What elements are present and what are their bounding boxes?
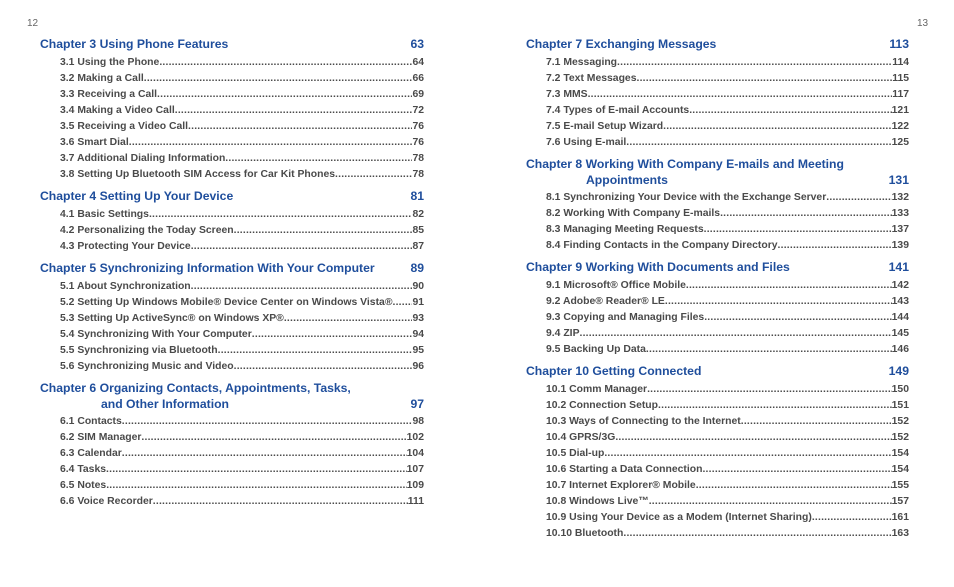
dot-leader [604,446,891,462]
chapter-title: Chapter 3 Using Phone Features [40,37,229,51]
dot-leader [702,462,891,478]
dot-leader [826,190,891,206]
toc-entry-page: 82 [412,208,424,220]
toc-entry[interactable] [60,239,424,255]
chapter-block [526,364,909,542]
toc-entry[interactable] [60,103,424,119]
toc-entry[interactable] [546,119,909,135]
toc-entry[interactable] [546,55,909,71]
toc-entry[interactable] [60,223,424,239]
toc-entry-label: 6.5 Notes [60,480,107,492]
right-page-number: 13 [917,18,929,29]
chapter-block [40,261,424,375]
toc-entry[interactable] [60,478,424,494]
toc-entry[interactable] [546,294,909,310]
dot-leader [153,494,408,510]
toc-entry[interactable] [546,494,909,510]
dot-leader [663,119,892,135]
toc-entry-page: 90 [412,280,424,292]
chapter-title: Chapter 9 Working With Documents and Files [526,260,790,274]
toc-entry[interactable] [546,238,909,254]
chapter-heading[interactable] [526,260,909,276]
dot-leader [617,55,892,71]
section-list [526,382,909,543]
toc-entry-page: 102 [406,432,424,444]
toc-entry-page: 154 [891,447,909,459]
toc-entry-page: 78 [412,169,424,181]
toc-entry-label: 9.4 ZIP [546,327,580,339]
toc-entry-label: 9.3 Copying and Managing Files [546,311,705,323]
toc-entry-page: 87 [412,240,424,252]
chapter-heading[interactable] [40,37,424,53]
toc-entry-page: 107 [406,464,424,476]
toc-entry-page: 66 [412,72,424,84]
chapter-page-number: 81 [410,189,424,203]
toc-entry-page: 64 [412,56,424,68]
toc-entry-label: 5.6 Synchronizing Music and Video [60,360,234,372]
dot-leader [141,430,406,446]
chapter-title: Chapter 4 Setting Up Your Device [40,189,234,203]
toc-entry-label: 9.5 Backing Up Data [546,343,646,355]
toc-entry-label: 5.3 Setting Up ActiveSync® on Windows XP® [60,312,284,324]
toc-entry-page: 122 [891,120,909,132]
toc-entry[interactable] [60,119,424,135]
toc-entry-label: 4.1 Basic Settings [60,208,149,220]
toc-entry[interactable] [60,327,424,343]
toc-entry-page: 93 [412,312,424,324]
toc-entry-label: 7.5 E-mail Setup Wizard [546,120,664,132]
toc-entry-page: 111 [407,496,424,508]
toc-entry[interactable] [60,279,424,295]
toc-entry[interactable] [546,135,909,151]
chapter-page-number: 149 [888,364,909,378]
toc-entry-page: 150 [891,383,909,395]
toc-entry-label: 7.1 Messaging [546,56,618,68]
dot-leader [218,343,413,359]
toc-entry[interactable] [546,526,909,542]
chapter-block [526,157,909,254]
chapter-title: Chapter 6 Organizing Contacts, Appointments, Tasks, [40,381,351,395]
section-list [526,190,909,254]
dot-leader [637,71,893,87]
toc-entry[interactable] [60,446,424,462]
chapter-title: Chapter 10 Getting Connected [526,364,702,378]
toc-entry[interactable] [60,151,424,167]
toc-entry-label: 6.3 Calendar [60,448,122,460]
chapter-page-number: 141 [888,260,909,274]
dot-leader [649,494,892,510]
toc-entry-page: 144 [891,311,909,323]
toc-entry-label: 3.2 Making a Call [60,72,144,84]
dot-leader [812,510,892,526]
dot-leader [234,359,413,375]
toc-entry-label: 3.7 Additional Dialing Information [60,153,226,165]
toc-entry-label: 4.3 Protecting Your Device [60,240,191,252]
toc-entry-page: 85 [412,224,424,236]
toc-entry-page: 109 [406,480,424,492]
toc-entry-page: 152 [891,431,909,443]
toc-entry-page: 114 [892,56,909,68]
dot-leader [157,87,412,103]
dot-leader [686,278,892,294]
toc-entry[interactable] [60,71,424,87]
dot-leader [647,382,892,398]
dot-leader [392,295,412,311]
toc-entry-page: 121 [891,104,909,116]
section-list [40,207,424,255]
toc-entry-label: 7.6 Using E-mail [546,136,627,148]
toc-entry-page: 125 [891,136,909,148]
dot-leader [225,151,412,167]
toc-entry[interactable] [546,446,909,462]
toc-entry[interactable] [60,494,424,510]
dot-leader [106,478,406,494]
section-list [40,414,424,511]
toc-entry-page: 104 [406,448,424,460]
dot-leader [778,238,892,254]
toc-entry-page: 157 [891,496,909,508]
toc-entry[interactable] [546,87,909,103]
section-list [40,55,424,184]
dot-leader [615,430,891,446]
chapter-block [40,189,424,255]
toc-entry[interactable] [546,310,909,326]
dot-leader [658,398,892,414]
section-list [526,278,909,358]
toc-entry-label: 7.2 Text Messages [546,72,637,84]
chapter-page-number: 131 [888,172,909,187]
toc-entry[interactable] [546,206,909,222]
chapter-heading[interactable] [40,261,424,277]
chapter-title-continued: Appointments [586,172,668,187]
toc-entry-page: 98 [412,416,424,427]
toc-entry[interactable] [546,342,909,358]
toc-entry-page: 151 [891,399,909,411]
toc-entry-page: 139 [891,240,909,252]
dot-leader [129,135,413,151]
toc-entry-label: 6.4 Tasks [60,464,107,476]
dot-leader [704,310,891,326]
toc-entry-label: 5.1 About Synchronization [60,280,191,292]
chapter-title: Chapter 7 Exchanging Messages [526,37,717,51]
dot-leader [234,223,413,239]
chapter-page-number: 113 [889,37,909,51]
toc-entry[interactable] [546,222,909,238]
toc-entry-label: 10.3 Ways of Connecting to the Internet [546,415,741,427]
toc-entry-page: 132 [891,192,909,203]
toc-entry[interactable] [546,382,909,398]
toc-entry[interactable] [60,207,424,223]
toc-entry-page: 143 [891,295,909,307]
chapter-title-continued: and Other Information [101,396,229,411]
chapter-block [40,381,424,511]
dot-leader [696,478,892,494]
toc-entry[interactable] [546,71,909,87]
toc-entry[interactable] [60,414,424,430]
chapter-block [526,37,909,151]
toc-entry-label: 7.3 MMS [546,88,588,100]
dot-leader [149,207,413,223]
toc-entry-page: 117 [892,88,909,100]
toc-entry-label: 6.1 Contacts [60,416,122,427]
dot-leader [665,294,892,310]
toc-entry[interactable] [60,55,424,71]
dot-leader [188,119,412,135]
chapter-title: Chapter 5 Synchronizing Information With Your Computer [40,261,375,275]
toc-entry[interactable] [546,478,909,494]
toc-entry[interactable] [60,167,424,183]
dot-leader [284,311,413,327]
toc-entry-page: 155 [891,480,909,492]
dot-leader [720,206,892,222]
toc-entry[interactable] [546,510,909,526]
toc-entry-page: 96 [412,360,424,372]
toc-entry-label: 6.2 SIM Manager [60,432,142,444]
toc-entry-label: 7.4 Types of E-mail Accounts [546,104,690,116]
dot-leader [626,135,891,151]
dot-leader [623,526,891,542]
toc-entry-label: 5.4 Synchronizing With Your Computer [60,328,252,340]
toc-entry[interactable] [546,462,909,478]
toc-entry[interactable] [546,430,909,446]
toc-entry-page: 161 [891,512,909,524]
toc-entry-page: 152 [891,415,909,427]
toc-entry-page: 94 [412,328,424,340]
toc-entry-page: 91 [412,296,424,308]
chapter-page-number: 97 [410,396,424,411]
toc-entry[interactable] [60,311,424,327]
toc-entry-label: 10.5 Dial-up [546,447,605,459]
toc-entry-label: 8.4 Finding Contacts in the Company Directory [546,240,778,252]
toc-entry-label: 8.3 Managing Meeting Requests [546,224,704,236]
dot-leader [159,55,412,71]
section-list [526,55,909,152]
dot-leader [122,414,413,430]
toc-entry-label: 9.1 Microsoft® Office Mobile [546,279,686,291]
chapter-heading[interactable] [526,157,909,188]
chapter-title: Chapter 8 Working With Company E-mails and Meeting [526,157,844,171]
toc-entry-page: 76 [412,120,424,132]
dot-leader [122,446,407,462]
toc-entry-page: 69 [412,88,424,100]
toc-entry-label: 10.9 Using Your Device as a Modem (Internet Sharing) [546,512,812,524]
dot-leader [106,462,407,478]
toc-entry-label: 10.8 Windows Live™ [546,496,649,508]
dot-leader [191,239,413,255]
chapter-heading[interactable] [526,37,909,53]
toc-entry-page: 95 [412,344,424,356]
toc-entry-page: 145 [891,327,909,339]
toc-entry-label: 8.2 Working With Company E-mails [546,208,721,220]
chapter-block [40,37,424,183]
toc-entry-label: 3.4 Making a Video Call [60,104,175,116]
toc-entry-label: 3.8 Setting Up Bluetooth SIM Access for Car Kit Phones [60,169,336,181]
toc-entry[interactable] [60,343,424,359]
toc-entry[interactable] [546,414,909,430]
toc-entry-page: 78 [412,153,424,165]
toc-entry-label: 10.2 Connection Setup [546,399,659,411]
toc-entry[interactable] [546,398,909,414]
toc-entry[interactable] [546,190,909,206]
toc-entry-label: 6.6 Voice Recorder [60,496,153,508]
toc-entry-label: 10.10 Bluetooth [546,528,624,540]
toc-entry-label: 10.4 GPRS/3G [546,431,616,443]
toc-entry[interactable] [60,462,424,478]
dot-leader [689,103,891,119]
dot-leader [646,342,892,358]
toc-entry-label: 3.3 Receiving a Call [60,88,158,100]
toc-entry-label: 10.1 Comm Manager [546,383,648,395]
dot-leader [741,414,892,430]
toc-entry[interactable] [60,295,424,311]
toc-entry-label: 9.2 Adobe® Reader® LE [546,295,665,307]
toc-entry-page: 72 [412,104,424,116]
toc-entry-label: 3.1 Using the Phone [60,56,160,68]
toc-entry-label: 3.6 Smart Dial [60,136,129,148]
toc-entry-label: 3.5 Receiving a Video Call [60,120,189,132]
toc-entry-page: 146 [891,343,909,355]
toc-entry[interactable] [60,359,424,375]
toc-entry[interactable] [60,430,424,446]
dot-leader [252,327,413,343]
left-page-number: 12 [27,18,39,29]
chapter-heading[interactable] [40,381,424,412]
dot-leader [588,87,893,103]
toc-entry-page: 163 [891,528,909,540]
toc-entry-page: 133 [891,208,909,220]
dot-leader [144,71,413,87]
toc-entry-label: 5.5 Synchronizing via Bluetooth [60,344,218,356]
section-list [40,279,424,376]
dot-leader [175,103,413,119]
chapter-page-number: 63 [410,37,424,51]
dot-leader [704,222,892,238]
dot-leader [580,326,892,342]
chapter-block [526,260,909,358]
toc-entry-label: 5.2 Setting Up Windows Mobile® Device Center on Windows Vista® [60,296,393,308]
toc-entry-page: 154 [891,463,909,475]
toc-entry-label: 10.7 Internet Explorer® Mobile [546,480,696,492]
toc-entry[interactable] [546,326,909,342]
toc-entry-page: 115 [892,72,909,84]
toc-entry-page: 142 [891,279,909,291]
chapter-page-number: 89 [410,261,424,275]
toc-entry[interactable] [60,87,424,103]
toc-entry-page: 137 [891,224,909,236]
chapter-heading[interactable] [40,189,424,205]
dot-leader [191,279,413,295]
toc-entry-label: 8.1 Synchronizing Your Device with the Exchange Server [546,192,827,203]
toc-entry[interactable] [60,135,424,151]
toc-entry[interactable] [546,103,909,119]
toc-entry-page: 76 [412,136,424,148]
toc-entry-label: 4.2 Personalizing the Today Screen [60,224,234,236]
chapter-heading[interactable] [526,364,909,380]
toc-entry[interactable] [546,278,909,294]
toc-entry-label: 10.6 Starting a Data Connection [546,463,703,475]
dot-leader [335,167,412,183]
